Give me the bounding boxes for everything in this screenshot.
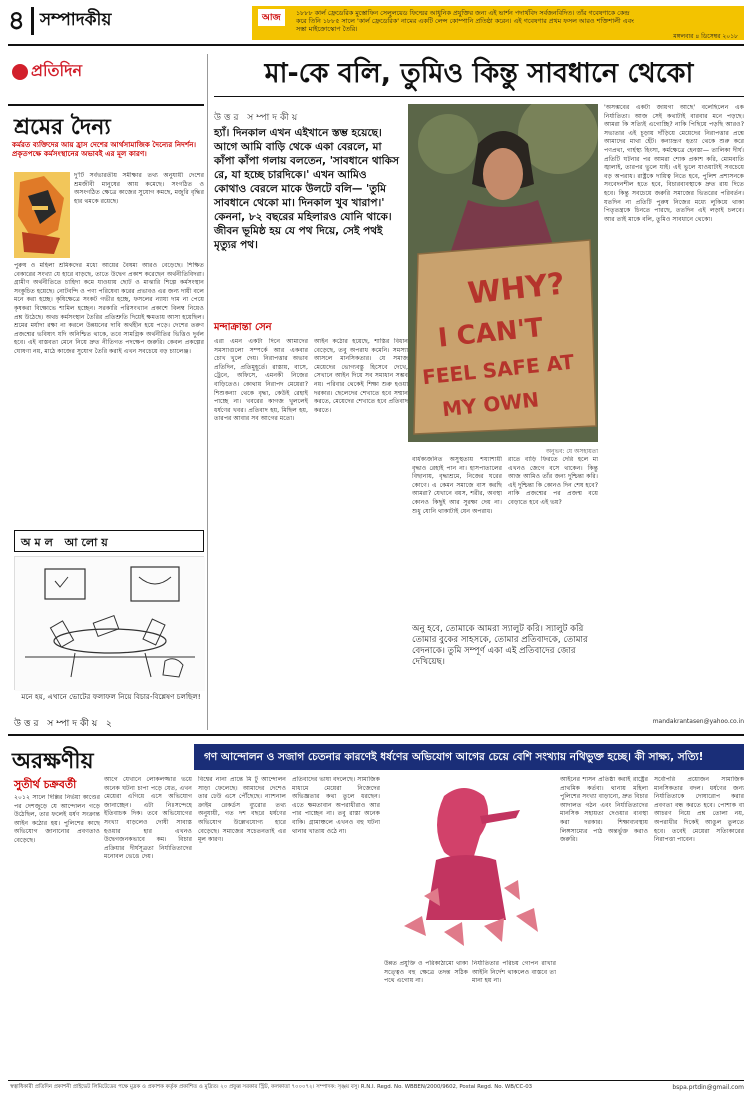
author-email: mandakrantasen@yahoo.co.in — [652, 718, 744, 725]
today-in-history-banner — [252, 6, 744, 40]
brand-name: প্রতিদিন — [31, 61, 83, 80]
bottom-body-col2: আগে যেখানে লোকলজ্জার ভয়ে অনেক ঘটনা চাপা পড়ে যেত, এখন মেয়েরা এগিয়ে এসে অভিযোগ জানাচ্ছেন। এটা নিঃসন্দেহে ইতিবাচক দিক। তবে অভিযোগের সংখ্যা বাড়লেও দোষী সাব্যস্ত হওয়ার হার এখনও উদ্বেগজনকভাবে কম। বিচার প্রক্রিয়ার দীর্ঘসূত্রতা নির্যাতিতাদের মনোবল ভেঙে দেয়। — [104, 776, 192, 861]
issue-date: মঙ্গলবার ৪ ডিসেম্বর ২০১৮ — [673, 33, 738, 40]
bottom-body-col1: ২০১২ সালে দিল্লির নির্ভয়া কাণ্ডের পর দেশজুড়ে যে আন্দোলন গড়ে উঠেছিল, তার ফলেই ধর্ষণ সংক্রান্ত আইন কঠোর হয়। পুলিশের কাছে অভিযোগ জানানোর প্রবণতাও বেড়েছে। — [14, 794, 100, 844]
bottom-author: সুতীর্থ চক্রবর্তী — [14, 778, 77, 791]
mid-body-col1: বার্ধক্যজনিত অসুস্থতায় শয্যাশায়ী বৃদ্ধাও রেহাই পান না। হাসপাতালের বিছানায়, বৃদ্ধাশ্রমে, নিজের ঘরের কোণে। এ কেমন সমাজে বাস করছি আমরা? যেখানে বয়স, শরীর, অবস্থা কোনও কিছুই আর সুরক্ষা দেয় না। শুধু যোনি থাকাটাই যেন অপরাধ। — [412, 456, 502, 515]
bottom-article-title: অরক্ষণীয় — [12, 749, 94, 774]
protest-photo — [408, 104, 598, 442]
cartoon-caption: মনে হয়, এখানে ভোটের ফলাফল নিয়ে বিচার-বিশ্লেষণ চলছিল! — [21, 692, 201, 701]
editorial-body-intro: দু'টি সর্বভারতীয় সমীক্ষার তথ্য অনুযায়ী দেশের শ্রমজীবী মানুষের আয় কমেছে। সংগঠিত ও অসংগঠিত ক্ষেত্রে কাজের সুযোগ কমছে, মজুরি বৃদ্ধির হার থমকে রয়েছে। — [74, 172, 204, 205]
footer-rule — [8, 1080, 744, 1081]
sign-line-1: WHY? — [465, 266, 567, 312]
mid-body-col2: রাতে বাড়ি ফিরতে দেরি হলে মা এখনও জেগে বসে থাকেন। কিন্তু আজ আমিও তাঁর জন্য দুশ্চিন্তা করি। এই দুশ্চিন্তা কি কোনও দিন শেষ হবে? নাকি প্রজন্মের পর প্রজন্ম বয়ে বেড়াতে হবে এই ভয়? — [508, 456, 598, 506]
bottom-body-col6: নির্যাতিতার পরিচয় গোপন রাখার আইনি নির্দেশ থাকলেও বাস্তবে তা মানা হয় না। — [472, 960, 556, 985]
editorial-title: শ্রমের দৈন্য — [14, 115, 111, 140]
bottom-body-col3: বিশ্বের নানা প্রান্তে মি টু আন্দোলন সাড়া ফেলেছে। আমাদের দেশেও তার ঢেউ এসে পৌঁছেছে। ন্যাশনাল ক্রাইম রেকর্ডস ব্যুরোর তথ্য অনুযায়ী, গত দশ বছরে ধর্ষণের অভিযোগ উল্লেখযোগ্য হারে বেড়েছে। সমাজের সচেতনতাই এর মূল কারণ। — [198, 776, 286, 844]
main-lead-quote: হ্যাঁ। দিনকাল এখন এইখানে স্তম্ভ হয়েছে। আগে আমি বাড়ি থেকে একা বেরলে, মা কাঁপা কাঁপা গলায় বলতেন, 'সাবধানে থাকিস রে, যা হচ্ছে চারদিকে।' এখন আমিও কোথাও বেরলে মাকে উলটে বলি— 'তুমি সাবধানে থেকো মা। দিনকাল খুব খারাপ।' কেননা, ৮২ বছরের মহিলারও যোনি থাকে। জীবন ভূমিষ্ঠ হয় যে পথ দিয়ে, সেই পথই মৃত্যুর পথ। — [214, 127, 399, 251]
main-body-col1: এরা এমন একটা দিনে আমাদের সমস্যাগুলো সম্পর্কে আর একবার চোখ খুলে দেয়। নিরাপত্তার অভাব প্রতিদিন, প্রতিমুহূর্তে। রাস্তায়, বাসে, ট্রেনে, অফিসে, এমনকী নিজের বাড়িতেও। কোথায় নিরাপদ মেয়েরা? শিশুকন্যা থেকে বৃদ্ধা, কেউই রেহাই পাচ্ছে না। খবরের কাগজ খুললেই ধর্ষণের খবর। প্রতিবাদ হয়, মিছিল হয়, তারপর আবার সব আগের মতো। — [214, 338, 308, 423]
bottom-body-col7: আইনের শাসন প্রতিষ্ঠা করাই রাষ্ট্রের প্রাথমিক কর্তব্য। থানায় মহিলা পুলিশের সংখ্যা বাড়ানো, দ্রুত বিচার আদালত গঠন এবং নির্যাতিতাদের মানসিক সহায়তা দেওয়ার ব্যবস্থা করা দরকার। শিক্ষাব্যবস্থায় লিঙ্গসাম্যের পাঠ অন্তর্ভুক্ত করাও জরুরি। — [560, 776, 648, 844]
header-rule — [8, 44, 744, 46]
brand-mark-icon — [12, 64, 28, 80]
pull-quote: অনু হবে, তোমাকে আমরা স্যালুট করি। স্যালুট করি তোমার বুকের সাহসকে, তোমার প্রতিবাদকে, তোমার বেদনাকে। তুমি সম্পূর্ণ একা এই প্রতিবাদের জোর দেখিয়েছ। — [412, 620, 598, 668]
section-rule — [8, 734, 744, 736]
imprint-line: স্বত্বাধিকারী প্রতিদিন প্রকাশনী প্রাইভেট লিমিটেডের পক্ষে মুদ্রক ও প্রকাশক কর্তৃক প্রকাশিত ও মুদ্রিত। ২০ প্রফুল্ল সরকার স্ট্রিট, কলকাতা ৭০০০৭২। সম্পাদক: সৃঞ্জয় বসু। R.N.I. Regd. No. WBBEN/2000/9602, Postal Regd. No. WB/CC-03 — [10, 1084, 533, 1090]
bottom-article-strapline: গণ আন্দোলন ও সজাগ চেতনার কারণেই ধর্ষণের অভিযোগ আগের চেয়ে বেশি সংখ্যায় নথিভুক্ত হচ্ছে। কী সাক্ষ্য, সত্যি! — [194, 744, 744, 770]
editorial-illustration — [14, 172, 70, 258]
column-divider — [207, 54, 208, 730]
sign-line-2: I CAN'T — [436, 312, 545, 354]
editorial-rule — [8, 104, 204, 106]
editorial-body: পুরুষ ও মহিলা শ্রমিকদের মধ্যে আয়ের বৈষম্য আরও বেড়েছে। শিক্ষিত বেকারের সংখ্যা যে হারে বাড়ছে, তাতে উদ্বেগ প্রকাশ করেছেন অর্থনীতিবিদরা। গ্রামীণ অর্থনীতিতে চাহিদা কমে যাওয়ায় ছোট ও মাঝারি শিল্পে কর্মসংস্থান সংকুচিত হয়েছে। নোটবন্দি ও পণ্য পরিষেবা করের প্রভাবও এর জন্য দায়ী বলে মনে করা হচ্ছে। কৃষিক্ষেত্রে সংকট গভীর হচ্ছে, ফসলের ন্যায্য দাম না পেয়ে কৃষকরা বিক্ষোভে শামিল হচ্ছেন। সরকারি পরিসংখ্যান প্রকাশে বিলম্ব নিয়েও প্রশ্ন উঠেছে। অথচ কর্মসংস্থান তৈরির প্রতিশ্রুতি দিয়েই ক্ষমতায় আসা হয়েছিল। শ্রমের মর্যাদা রক্ষা না করলে উন্নয়নের দাবি অর্থহীন হয়ে পড়ে। দেশের তরুণ প্রজন্মের ভবিষ্যৎ যদি অনিশ্চিত থাকে, তবে সামগ্রিক অর্থনীতির ভিত্তিও দুর্বল হবে। এই বাস্তবতা মেনে নিয়ে দ্রুত নীতিগত পদক্ষেপ জরুরি। কেবল প্রকল্পের ঘোষণা নয়, মাঠে কাজের সুযোগ তৈরি করাই এখন সবচেয়ে বড় চ্যালেঞ্জ। — [14, 262, 204, 355]
cartoon-section-title: অমল আলোয় — [14, 530, 204, 552]
bottom-body-col5: উন্নত প্রযুক্তি ও পরিকাঠামো থাকা সত্ত্বেও বহু ক্ষেত্রে তদন্ত সঠিক পথে এগোয় না। — [384, 960, 468, 985]
main-byline: উত্তর সম্পাদকীয় — [214, 113, 301, 123]
cartoon-illustration — [14, 556, 204, 690]
main-author: মন্দাক্রান্তা সেন — [214, 322, 272, 333]
sign-line-3: FEEL SAFE AT — [421, 349, 576, 390]
page-number: ৪ — [8, 7, 34, 35]
photo-caption: অনুভব: যে অসহায়তা — [545, 448, 598, 455]
banner-tag: আজ — [258, 9, 285, 26]
bottom-illustration — [384, 776, 554, 956]
main-body-col2: আইন কঠোর হয়েছে, শাস্তির বিধান বেড়েছে, তবু অপরাধ কমেনি। সমস্যা আসলে মানসিকতার। যে সমাজ মেয়েদের ভোগ্যবস্তু হিসেবে দেখে, সেখানে আইন দিয়ে সব সমাধান সম্ভব নয়। পরিবার থেকেই শিক্ষা শুরু হওয়া দরকার। ছেলেদের শেখাতে হবে সম্মান করতে, মেয়েদের শেখাতে হবে প্রতিবাদ করতে। — [314, 338, 408, 414]
bottom-body-col4: প্রতিবাদের ভাষা বদলেছে। সামাজিক মাধ্যমে মেয়েরা নিজেদের অভিজ্ঞতার কথা তুলে ধরছেন। এতে ক্ষমতাবান অপরাধীরাও আর পার পাচ্ছেন না। তবু রাস্তা অনেক বাকি। গ্রামাঞ্চলে এখনও বহু ঘটনা থানার খাতায় ওঠে না। — [292, 776, 380, 835]
footer-email: bspa.prtdin@gmail.com — [672, 1084, 744, 1091]
editorial-subtitle: কর্মরত ব্যক্তিদের আয় হ্রাস দেশের আর্থসামাজিক দৈন্যের নিদর্শন। প্রকৃতপক্ষে কর্মসংস্থানের অভাবই এর মূল কারণ। — [12, 140, 197, 158]
main-headline: মা-কে বলি, তুমিও কিন্তু সাবধানে থেকো — [264, 58, 694, 89]
banner-text: ১৮৮৮ কার্ল ফ্রেডেরিক মুস্তোফিন সেলুলয়েড ফিল্মের আধুনিক প্রযুক্তির জন্য এই ভার্শন পদার্থবিদ সর্বজনবিদিত। তাঁর গবেষণাকে কেন্দ্র করে তিনি ১৮৮৫ সালে 'কার্ল ফ্রেডেরিক' নামের একটি লেন্স কোম্পানি প্রতিষ্ঠা করেন। এই গবেষণার প্রথম ফসল আরও শক্তিশালী এবং সস্তা মাইক্রোস্কোপ তৈরি। — [296, 9, 634, 33]
sign-line-4: MY OWN — [440, 387, 541, 422]
bottom-body-col8: সর্বোপরি প্রয়োজন সামাজিক মানসিকতার বদল। ধর্ষণের জন্য নির্যাতিতাকে দোষারোপ করার প্রবণতা বন্ধ করতে হবে। পোশাক বা আচরণ নিয়ে প্রশ্ন তোলা নয়, অপরাধীর দিকেই আঙুল তুলতে হবে। তবেই মেয়েরা সত্যিকারের নিরাপত্তা পাবেন। — [654, 776, 744, 844]
section-label: উত্তর সম্পাদকীয় ২ — [14, 719, 115, 729]
right-body-col: 'অসম্ভবের একটা জায়গা আছে' বলেছিলেন এক নির্যাতিতা। আজ সেই কথাটাই বারবার মনে পড়ছে। আমরা কি সত্যিই এগোচ্ছি? নাকি পিছিয়ে পড়ছি আরও? সভ্যতার এই চূড়ায় দাঁড়িয়ে মেয়েদের নিরাপত্তার প্রশ্নে আমাদের মাথা হেঁট। কন্যাভ্রূণ হত্যা থেকে শুরু করে পণপ্রথা, গার্হস্থ্য হিংসা, কর্মক্ষেত্রে হেনস্তা— তালিকা দীর্ঘ। প্রতিটি ঘটনার পর আমরা শোক প্রকাশ করি, মোমবাতি জ্বালাই, তারপর ভুলে যাই। এই ভুলে যাওয়াটাই সবচেয়ে বড় অপরাধ। রাষ্ট্রকে দায়িত্ব নিতে হবে, পুলিশ প্রশাসনকে সংবেদনশীল হতে হবে, বিচারব্যবস্থাকে দ্রুত রায় দিতে হবে। কিন্তু সবচেয়ে জরুরি সমাজের ভিতরের পরিবর্তন। যতদিন না প্রতিটি পুরুষ নিজের মধ্যে লুকিয়ে থাকা পিতৃতন্ত্রকে চিনতে পারছে, ততদিন এই লড়াই চলবে। আর তাই মাকে বলি, তুমিও সাবধানে থেকো। — [604, 104, 744, 223]
page-section-title: সম্পাদকীয় — [39, 10, 112, 30]
brand-logo — [12, 58, 82, 85]
page-header — [8, 6, 198, 36]
headline-rule — [214, 96, 744, 97]
